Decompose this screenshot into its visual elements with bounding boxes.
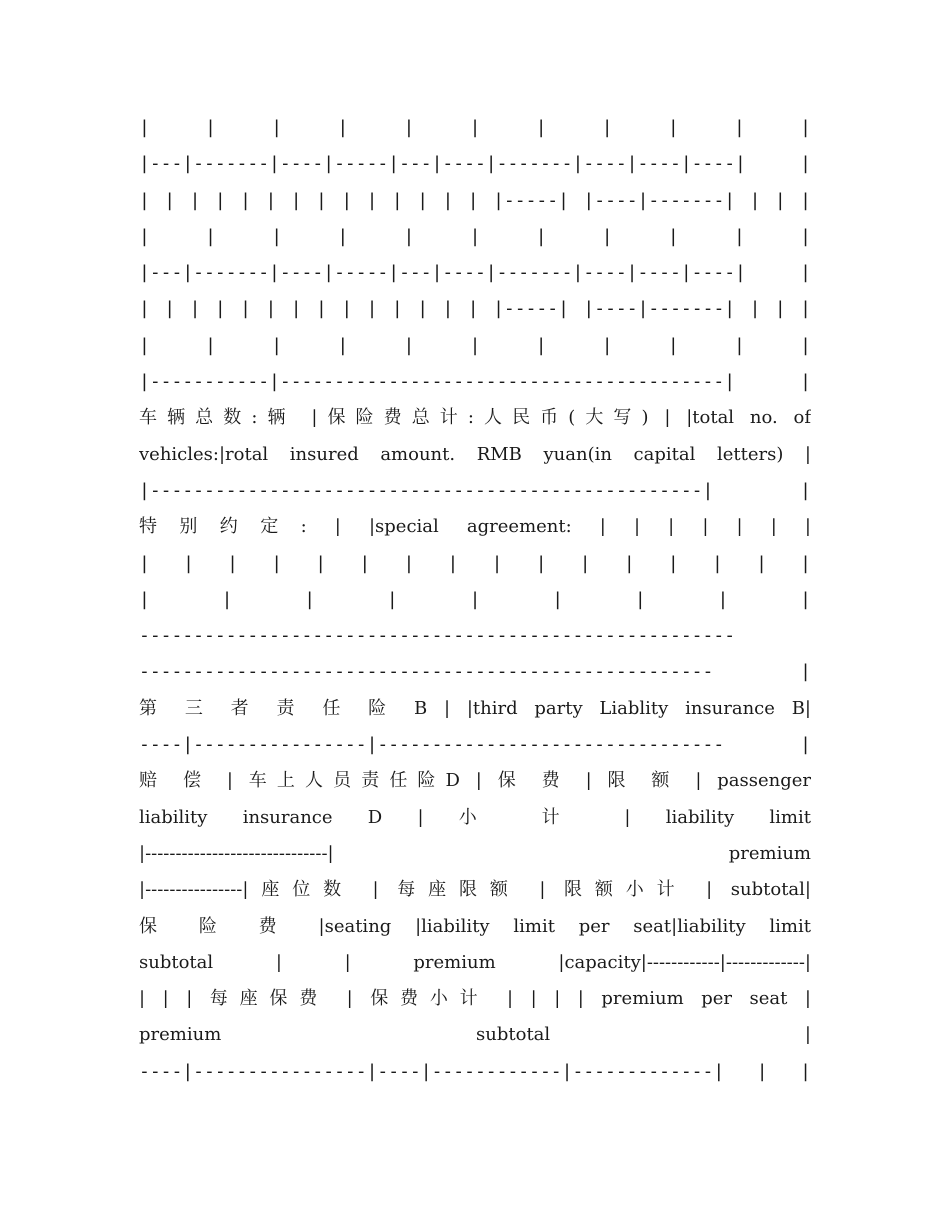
premium-subtotal-line: premium subtotal | — [139, 1024, 811, 1046]
document-page — [139, 110, 811, 1090]
table-border-line: | | | | | | | | | | | | | | | | — [139, 552, 811, 574]
table-border-line: | | | | | | | | | | | — [139, 117, 811, 138]
seat-header-line: |----------------|座位数 | 每座限额 | 限额小计 | subtotal| — [139, 879, 811, 901]
table-border-line: | | | | | | | | | | | — [139, 225, 811, 247]
table-border-line: | | | | | | | | | — [139, 588, 811, 610]
seat-header-line: subtotal | | premium |capacity|------------|-------------| — [139, 951, 811, 973]
table-border-line: |---|-------|----|-----|---|----|-------|----|----|----| | — [139, 153, 811, 175]
third-party-liability-line: 第 三 者 责 任 险 B | |third party Liablity insurance B| — [139, 697, 811, 719]
table-border-line: |---------------------------------------------------| | — [139, 479, 811, 501]
table-border-line: |-----------|-----------------------------------------| | — [139, 371, 811, 393]
table-border-line: | | | | | | | | | | | — [139, 334, 811, 356]
table-border-line: | | | | | | | | | | | | | | |-----| |----|-------| | | | — [139, 189, 811, 211]
special-agreement-line: 特别约定: | |special agreement: | | | | | | | — [139, 516, 811, 538]
passenger-liability-line: 赔 偿 | 车上人员责任险D | 保 费 | 限 额 | passenger — [139, 770, 811, 792]
seat-header-line: 保 险 费 |seating |liability limit per seat|liability limit — [139, 915, 811, 937]
premium-header-line: |------------------------------| premium — [139, 842, 811, 864]
vehicle-count-line: 车辆总数:辆 |保险费总计:人民币(大写) | |total no. of — [139, 407, 811, 429]
insured-amount-line: vehicles:|rotal insured amount. RMB yuan(in capital letters) | — [139, 443, 811, 465]
table-border-line: | | | | | | | | | | | | | | |-----| |----|-------| | | | — [139, 298, 811, 320]
premium-per-seat-line: | | | 每座保费 | 保费小计 | | | | premium per seat | — [139, 988, 811, 1010]
table-border-line: ----|----------------|-------------------------------- | — [139, 734, 811, 756]
passenger-liability-line: liability insurance D | 小 计 | liability limit — [139, 806, 811, 828]
table-border-line: ----|----------------|----|------------|-------------| | | — [139, 1060, 811, 1082]
separator-line: ----------------------------------------------------- | — [139, 661, 811, 683]
table-border-line: |---|-------|----|-----|---|----|-------|----|----|----| | — [139, 262, 811, 284]
separator-line: ------------------------------------------------------- — [139, 625, 736, 647]
